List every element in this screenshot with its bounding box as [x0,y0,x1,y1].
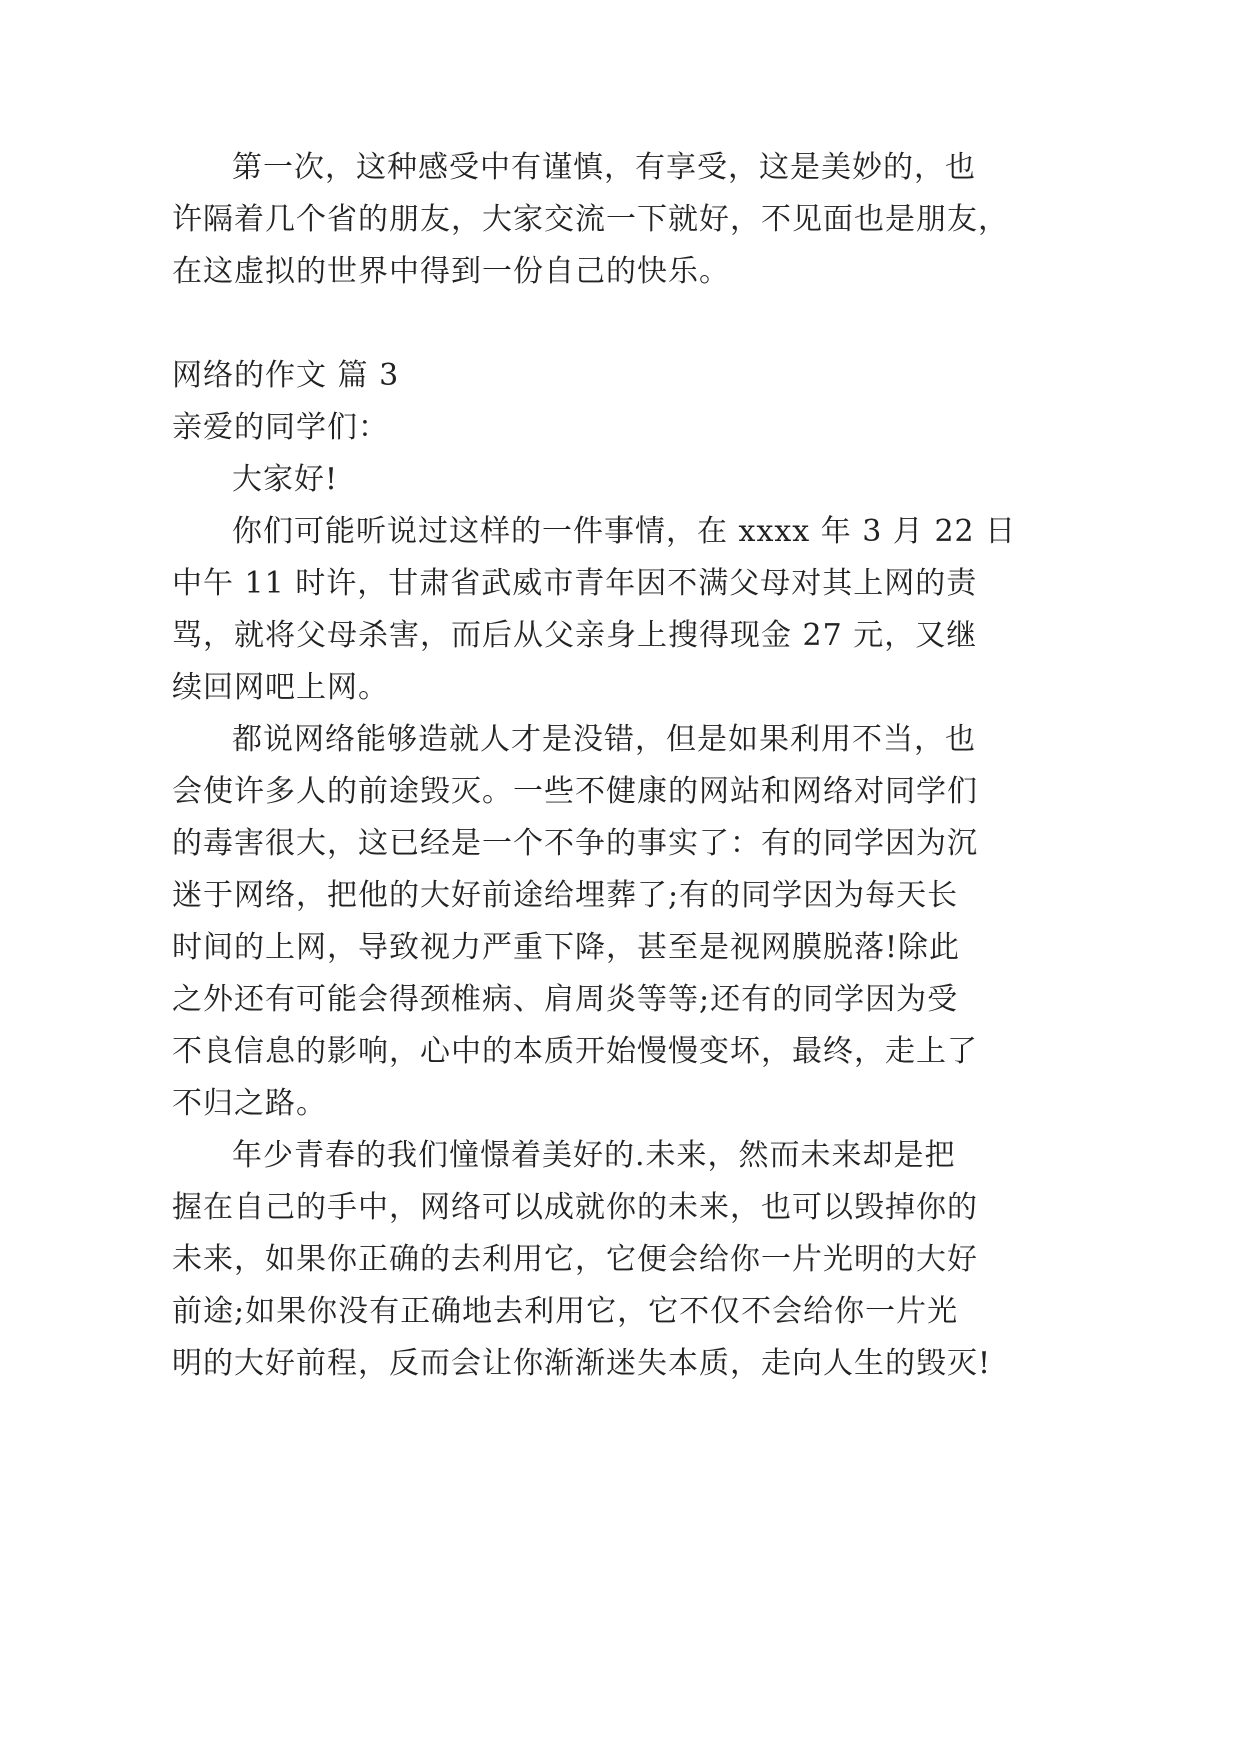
paragraph-2-line-2: 会使许多人的前途毁灭。一些不健康的网站和网络对同学们 [172,774,978,809]
paragraph-2-line-8: 不归之路。 [172,1086,327,1121]
paragraph-1-line-4: 续回网吧上网。 [172,670,389,705]
paragraph-2-line-4: 迷于网络，把他的大好前途给埋葬了;有的同学因为每天长 [172,878,959,913]
paragraph-1-line-3: 骂，就将父母杀害，而后从父亲身上搜得现金 27 元，又继 [172,618,978,653]
paragraph-2-line-1: 都说网络能够造就人才是没错，但是如果利用不当，也 [232,722,976,757]
paragraph-2-line-5: 时间的上网，导致视力严重下降，甚至是视网膜脱落!除此 [172,930,961,965]
paragraph-3-line-2: 握在自己的手中，网络可以成就你的未来，也可以毁掉你的 [172,1190,978,1225]
paragraph-2-line-6: 之外还有可能会得颈椎病、肩周炎等等;还有的同学因为受 [172,982,959,1017]
paragraph-intro-line-2: 许隔着几个省的朋友，大家交流一下就好，不见面也是朋友， [172,202,1009,237]
salutation: 亲爱的同学们： [172,410,389,445]
paragraph-2-line-7: 不良信息的影响，心中的本质开始慢慢变坏，最终，走上了 [172,1034,978,1069]
section-title: 网络的作文 篇 3 [172,358,400,393]
paragraph-1-line-1: 你们可能听说过这样的一件事情，在 xxxx 年 3 月 22 日 [232,514,1017,549]
paragraph-3-line-3: 未来，如果你正确的去利用它，它便会给你一片光明的大好 [172,1242,978,1277]
greeting: 大家好! [232,462,339,497]
paragraph-3-line-1: 年少青春的我们憧憬着美好的.未来，然而未来却是把 [232,1138,956,1173]
paragraph-intro-line-1: 第一次，这种感受中有谨慎，有享受，这是美妙的，也 [232,150,976,185]
paragraph-1-line-2: 中午 11 时许，甘肃省武威市青年因不满父母对其上网的责 [172,566,978,601]
paragraph-3-line-5: 明的大好前程，反而会让你渐渐迷失本质，走向人生的毁灭! [172,1346,992,1381]
paragraph-intro-line-3: 在这虚拟的世界中得到一份自己的快乐。 [172,254,730,289]
paragraph-3-line-4: 前途;如果你没有正确地去利用它，它不仅不会给你一片光 [172,1294,959,1329]
paragraph-2-line-3: 的毒害很大，这已经是一个不争的事实了：有的同学因为沉 [172,826,978,861]
